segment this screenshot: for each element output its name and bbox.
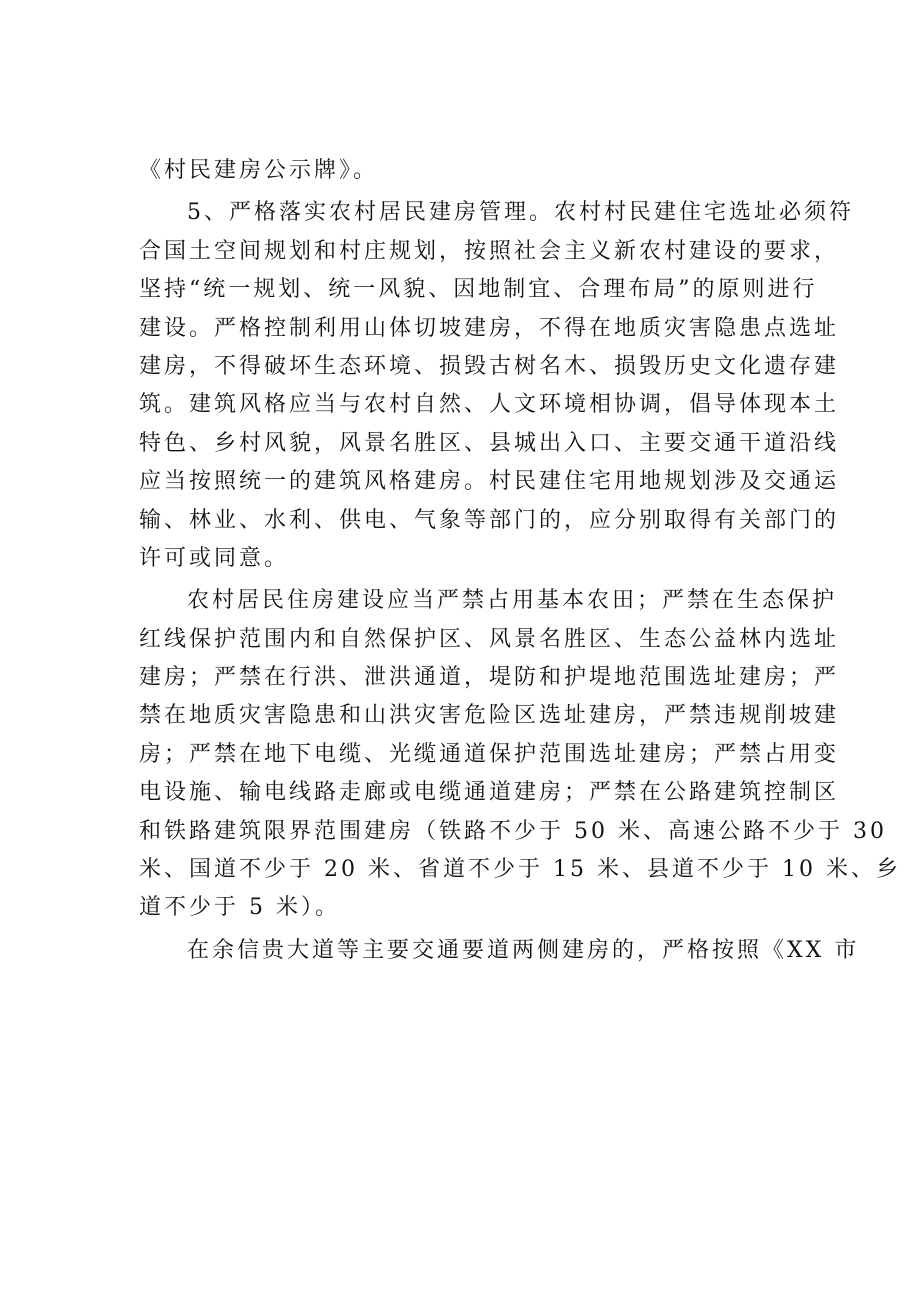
text-line: 特色、乡村风貌，风景名胜区、县城出入口、主要交通干道沿线	[139, 430, 840, 456]
text-line: 建房，不得破坏生态环境、损毁古树名木、损毁历史文化遗存建	[139, 353, 840, 379]
text-line: 合国土空间规划和村庄规划，按照社会主义新农村建设的要求，	[139, 238, 840, 264]
text-line: 《村民建房公示牌》。	[139, 158, 379, 183]
text-line: 农村居民住房建设应当严禁占用基本农田；严禁在生态保护	[187, 588, 838, 614]
text-line: 5、严格落实农村居民建房管理。农村村民建住宅选址必须符	[187, 200, 854, 226]
paragraph	[139, 152, 789, 190]
text-line: 米、国道不少于 20 米、省道不少于 15 米、县道不少于 10 米、乡	[139, 857, 901, 883]
paragraph-building-management	[139, 194, 854, 578]
text-line: 应当按照统一的建筑风格建房。村民建住宅用地规划涉及交通运	[139, 469, 840, 495]
paragraph-main-roads	[139, 932, 860, 970]
text-line: 筑。建筑风格应当与农村自然、人文环境相协调，倡导体现本土	[139, 392, 840, 418]
text-line: 建房；严禁在行洪、泄洪通道，堤防和护堤地范围选址建房；严	[139, 665, 840, 691]
text-line: 在余信贵大道等主要交通要道两侧建房的，严格按照《XX 市	[187, 937, 860, 963]
text-line: 红线保护范围内和自然保护区、风景名胜区、生态公益林内选址	[139, 626, 840, 652]
text-line: 电设施、输电线路走廊或电缆通道建房；严禁在公路建筑控制区	[139, 780, 840, 806]
text-line: 禁在地质灾害隐患和山洪灾害危险区选址建房，严禁违规削坡建	[139, 703, 840, 729]
paragraph-prohibitions	[139, 582, 901, 928]
text-line: 输、林业、水利、供电、气象等部门的，应分别取得有关部门的	[139, 507, 840, 533]
text-line: 和铁路建筑限界范围建房（铁路不少于 50 米、高速公路不少于 30	[139, 818, 887, 844]
text-line: 坚持“统一规划、统一风貌、因地制宜、合理布局”的原则进行	[139, 277, 818, 303]
document-body	[139, 152, 901, 970]
text-line: 建设。严格控制利用山体切坡建房，不得在地质灾害隐患点选址	[139, 315, 840, 341]
text-line: 道不少于 5 米）。	[139, 895, 340, 921]
text-line: 许可或同意。	[139, 545, 290, 571]
text-line: 房；严禁在地下电缆、光缆通道保护范围选址建房；严禁占用变	[139, 741, 840, 767]
